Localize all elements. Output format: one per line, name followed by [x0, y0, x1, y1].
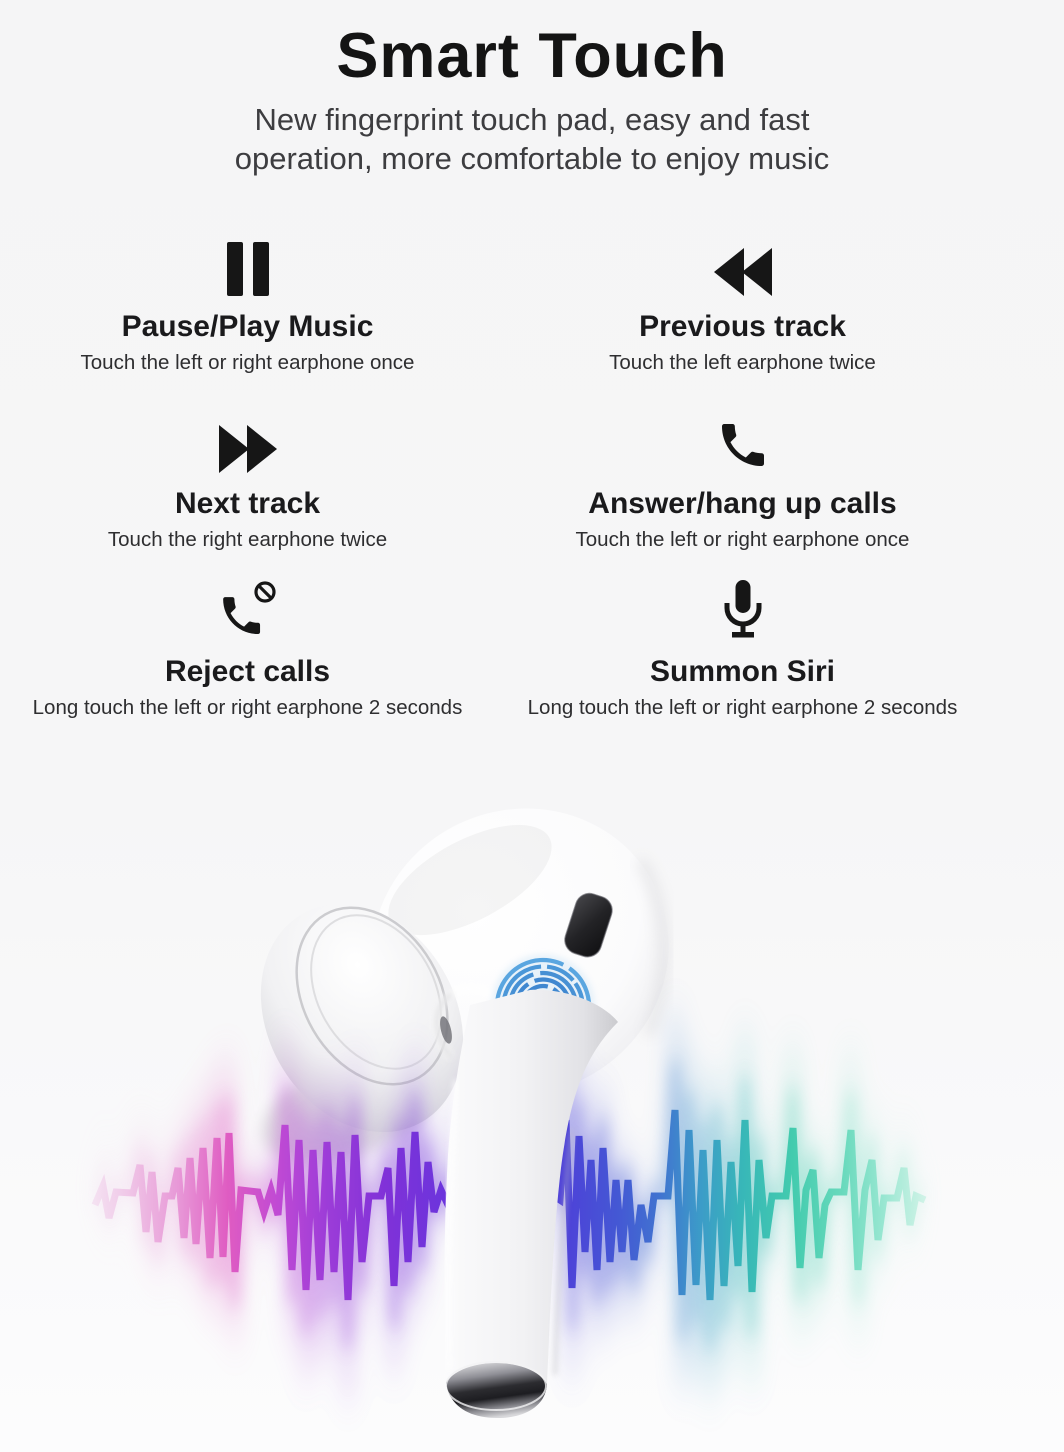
feature-title: Reject calls: [164, 655, 331, 688]
feature-next-track: [0, 413, 495, 581]
feature-title: Pause/Play Music: [121, 310, 374, 343]
feature-previous-track: [495, 236, 990, 413]
feature-summon-siri: [495, 581, 990, 756]
phone-icon: [715, 413, 771, 473]
pause-icon: [225, 236, 271, 296]
fast-forward-icon: [219, 413, 277, 473]
page-subtitle: [0, 100, 1064, 178]
feature-caption: Touch the left earphone twice: [609, 351, 876, 374]
subtitle-line-2: operation, more comfortable to enjoy music: [234, 141, 830, 176]
feature-title: Previous track: [639, 310, 846, 343]
feature-title: Next track: [174, 487, 321, 520]
prohibition-sign: [256, 583, 274, 601]
feature-caption: Long touch the left or right earphone 2 seconds: [527, 696, 958, 719]
feature-caption: Touch the left or right earphone once: [575, 528, 910, 551]
feature-caption: Touch the right earphone twice: [107, 528, 388, 551]
feature-pause-play: [0, 236, 495, 413]
feature-title: Answer/hang up calls: [588, 487, 897, 520]
feature-caption: Touch the left or right earphone once: [80, 351, 415, 374]
feature-title: Summon Siri: [649, 655, 836, 688]
page-title: Smart Touch: [336, 21, 728, 91]
chrome-tip: [443, 1362, 549, 1421]
header: [0, 0, 1064, 178]
phone-reject-icon: [217, 581, 279, 641]
rewind-icon: [714, 236, 772, 296]
subtitle-line-1: New fingerprint touch pad, easy and fast: [254, 102, 810, 137]
feature-reject-calls: [0, 581, 495, 756]
feature-caption: Long touch the left or right earphone 2 seconds: [32, 696, 463, 719]
features-grid: [0, 236, 990, 756]
feature-answer-hangup-calls: [495, 413, 990, 581]
microphone-icon: [719, 581, 767, 641]
